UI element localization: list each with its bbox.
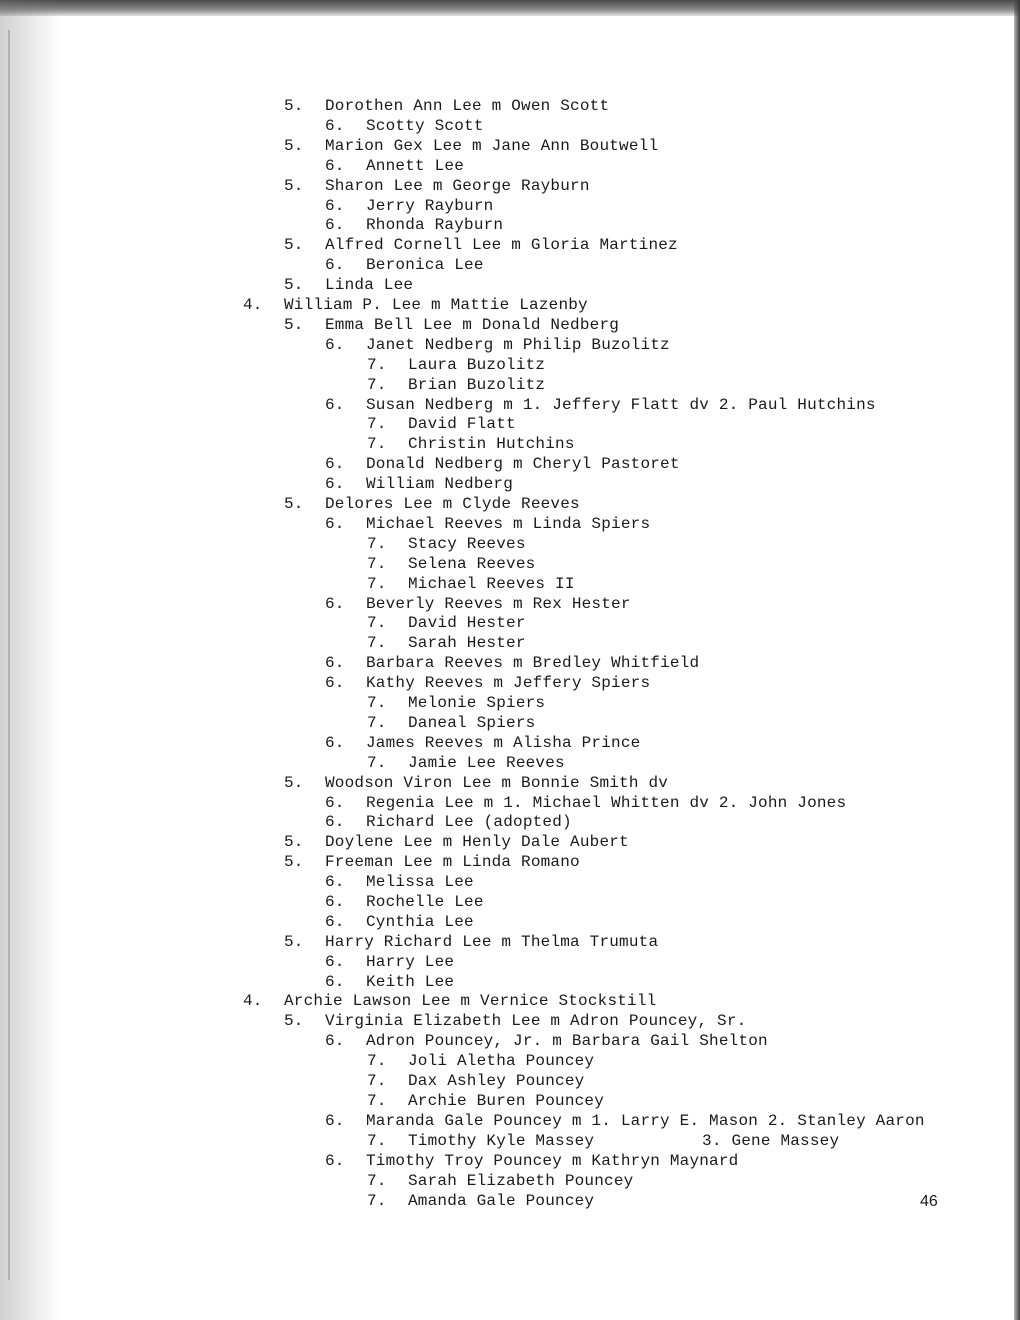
person-name: Rochelle Lee [366,893,484,911]
genealogy-entry [367,693,545,713]
person-name: Susan Nedberg m 1. Jeffery Flatt dv 2. Paul Hutchins [366,396,876,414]
genealogy-entry [325,255,484,275]
person-name: Brian Buzolitz [408,376,546,394]
person-name: Adron Pouncey, Jr. m Barbara Gail Shelton [366,1032,768,1050]
generation-number: 6. [325,1152,345,1170]
person-name: Melissa Lee [366,873,474,891]
person-name: Scotty Scott [366,117,484,135]
genealogy-entry [325,1111,925,1131]
genealogy-entry [325,1151,738,1171]
generation-number: 7. [367,535,387,553]
page-number: 46 [920,1193,938,1210]
person-name: Sharon Lee m George Rayburn [325,177,590,195]
genealogy-entry [325,215,503,235]
genealogy-entry [325,872,474,892]
genealogy-entry [325,395,876,415]
person-name: Kathy Reeves m Jeffery Spiers [366,674,651,692]
generation-number: 7. [367,415,387,433]
generation-number: 7. [367,555,387,573]
generation-number: 5. [284,933,304,951]
genealogy-entry [367,434,575,454]
generation-number: 6. [325,893,345,911]
generation-number: 6. [325,1032,345,1050]
generation-number: 6. [325,455,345,473]
genealogy-entry [367,1191,594,1211]
generation-number: 6. [325,953,345,971]
genealogy-entry [325,952,454,972]
generation-number: 6. [325,117,345,135]
genealogy-entry [243,991,656,1011]
genealogy-entry [284,932,658,952]
generation-number: 5. [284,316,304,334]
person-name: Michael Reeves m Linda Spiers [366,515,651,533]
genealogy-entry [325,335,670,355]
generation-number: 7. [367,435,387,453]
generation-number: 5. [284,833,304,851]
genealogy-entry [367,1131,839,1151]
generation-number: 5. [284,97,304,115]
generation-number: 7. [367,754,387,772]
genealogy-entry [325,116,484,136]
person-name: Linda Lee [325,276,414,294]
genealogy-entry [367,414,516,434]
generation-number: 6. [325,595,345,613]
genealogy-entry [325,673,650,693]
genealogy-entry [367,355,545,375]
genealogy-entry [284,1011,746,1031]
genealogy-entry [325,156,464,176]
person-name: Beronica Lee [366,256,484,274]
person-name: David Hester [408,614,526,632]
generation-number: 7. [367,1092,387,1110]
generation-number: 4. [243,992,263,1010]
generation-number: 6. [325,654,345,672]
generation-number: 6. [325,336,345,354]
generation-number: 5. [284,853,304,871]
genealogy-entry [325,892,484,912]
generation-number: 6. [325,913,345,931]
genealogy-entry [325,812,572,832]
generation-number: 7. [367,1192,387,1210]
genealogy-entry [367,574,575,594]
genealogy-entry [367,1051,594,1071]
genealogy-entry [367,1071,584,1091]
genealogy-entry [325,912,474,932]
generation-number: 5. [284,137,304,155]
genealogy-entry [284,275,413,295]
person-name: Richard Lee (adopted) [366,813,572,831]
generation-number: 6. [325,216,345,234]
generation-number: 5. [284,1012,304,1030]
person-name: Janet Nedberg m Philip Buzolitz [366,336,670,354]
person-name: Jerry Rayburn [366,197,494,215]
generation-number: 7. [367,694,387,712]
genealogy-entry [325,793,846,813]
genealogy-entry [284,136,658,156]
genealogy-entry [325,972,454,992]
generation-number: 7. [367,376,387,394]
person-name: Christin Hutchins [408,435,575,453]
person-name: Joli Aletha Pouncey [408,1052,595,1070]
generation-number: 5. [284,495,304,513]
generation-number: 6. [325,157,345,175]
person-name: Emma Bell Lee m Donald Nedberg [325,316,620,334]
genealogy-entry [284,832,629,852]
person-name: Annett Lee [366,157,465,175]
genealogy-entry [325,1031,768,1051]
genealogy-entry [284,494,580,514]
genealogy-entry [284,773,668,793]
person-name: Archie Lawson Lee m Vernice Stockstill [284,992,657,1010]
genealogy-entry [284,315,619,335]
genealogy-entry [367,753,565,773]
person-name: Delores Lee m Clyde Reeves [325,495,580,513]
person-name: Dax Ashley Pouncey [408,1072,585,1090]
genealogy-entry [325,733,640,753]
genealogy-entry [367,375,545,395]
person-name: William P. Lee m Mattie Lazenby [284,296,588,314]
person-name: Selena Reeves [408,555,536,573]
generation-number: 5. [284,177,304,195]
person-name: Donald Nedberg m Cheryl Pastoret [366,455,680,473]
person-name: Sarah Hester [408,634,526,652]
genealogy-entry [367,554,535,574]
generation-number: 6. [325,734,345,752]
genealogy-entry [325,196,493,216]
genealogy-entry [284,176,590,196]
person-name: Michael Reeves II [408,575,575,593]
person-name: Harry Richard Lee m Thelma Trumuta [325,933,659,951]
generation-number: 6. [325,873,345,891]
genealogy-entry [243,295,588,315]
generation-number: 7. [367,1172,387,1190]
generation-number: 6. [325,813,345,831]
person-name: Daneal Spiers [408,714,536,732]
person-name: Dorothen Ann Lee m Owen Scott [325,97,610,115]
person-name: Keith Lee [366,973,455,991]
person-name: Regenia Lee m 1. Michael Whitten dv 2. John Jones [366,794,847,812]
person-name: Sarah Elizabeth Pouncey [408,1172,634,1190]
person-name: William Nedberg [366,475,514,493]
generation-number: 7. [367,1052,387,1070]
genealogy-entry [284,235,678,255]
generation-number: 7. [367,1132,387,1150]
generation-number: 5. [284,236,304,254]
genealogy-entry [367,1171,633,1191]
person-name: Beverly Reeves m Rex Hester [366,595,631,613]
generation-number: 7. [367,575,387,593]
generation-number: 5. [284,774,304,792]
genealogy-entry [325,454,680,474]
person-name: Doylene Lee m Henly Dale Aubert [325,833,629,851]
person-name: Maranda Gale Pouncey m 1. Larry E. Mason 2. Stanley Aaron [366,1112,925,1130]
genealogy-entry [284,852,580,872]
generation-number: 5. [284,276,304,294]
generation-number: 4. [243,296,263,314]
genealogy-entry [325,474,513,494]
person-name: David Flatt [408,415,516,433]
person-name: Cynthia Lee [366,913,474,931]
person-name: Marion Gex Lee m Jane Ann Boutwell [325,137,659,155]
generation-number: 7. [367,356,387,374]
genealogy-entry [325,653,699,673]
person-name: Jamie Lee Reeves [408,754,565,772]
person-name: Timothy Kyle Massey 3. Gene Massey [408,1132,840,1150]
generation-number: 6. [325,794,345,812]
generation-number: 7. [367,1072,387,1090]
genealogy-entry [325,594,631,614]
generation-number: 6. [325,256,345,274]
genealogy-entry [367,1091,604,1111]
person-name: Amanda Gale Pouncey [408,1192,595,1210]
person-name: Laura Buzolitz [408,356,546,374]
person-name: Freeman Lee m Linda Romano [325,853,580,871]
genealogy-entry [325,514,650,534]
generation-number: 6. [325,475,345,493]
person-name: Archie Buren Pouncey [408,1092,605,1110]
genealogy-entry [367,633,526,653]
genealogy-entry [367,713,535,733]
person-name: Rhonda Rayburn [366,216,504,234]
person-name: Harry Lee [366,953,455,971]
generation-number: 6. [325,396,345,414]
person-name: Melonie Spiers [408,694,546,712]
person-name: Stacy Reeves [408,535,526,553]
generation-number: 6. [325,515,345,533]
person-name: Timothy Troy Pouncey m Kathryn Maynard [366,1152,739,1170]
person-name: James Reeves m Alisha Prince [366,734,641,752]
genealogy-entry [284,96,609,116]
generation-number: 6. [325,674,345,692]
generation-number: 6. [325,197,345,215]
genealogy-entry [367,613,526,633]
person-name: Barbara Reeves m Bredley Whitfield [366,654,700,672]
person-name: Woodson Viron Lee m Bonnie Smith dv [325,774,669,792]
generation-number: 6. [325,1112,345,1130]
generation-number: 7. [367,614,387,632]
person-name: Alfred Cornell Lee m Gloria Martinez [325,236,678,254]
person-name: Virginia Elizabeth Lee m Adron Pouncey, Sr. [325,1012,747,1030]
genealogy-entry [367,534,526,554]
generation-number: 6. [325,973,345,991]
generation-number: 7. [367,714,387,732]
generation-number: 7. [367,634,387,652]
